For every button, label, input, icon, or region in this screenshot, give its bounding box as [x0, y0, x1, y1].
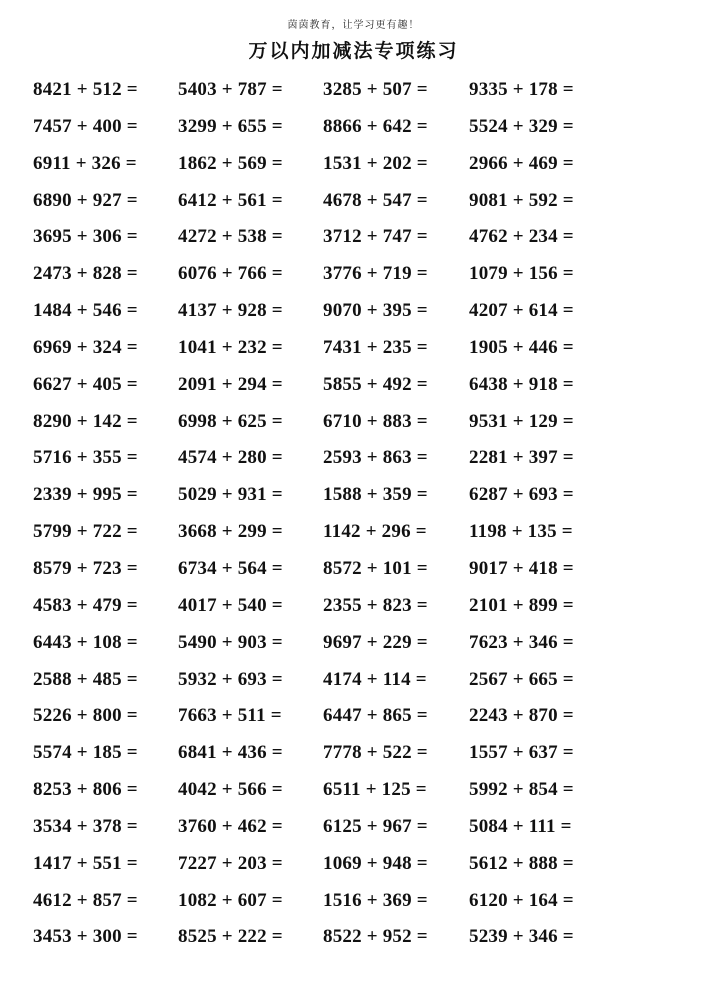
- math-problem: 7623 + 346 =: [469, 631, 574, 653]
- math-problem: 1417 + 551 =: [33, 852, 138, 874]
- math-problem: 5029 + 931 =: [178, 484, 283, 506]
- math-problem: 4612 + 857 =: [33, 889, 138, 911]
- math-problem: 5403 + 787 =: [178, 79, 283, 100]
- math-problem: 3760 + 462 =: [178, 815, 283, 837]
- math-problem: 8866 + 642 =: [323, 115, 428, 137]
- math-problem: 8525 + 222 =: [178, 926, 283, 948]
- math-problem: 1516 + 369 =: [323, 889, 428, 911]
- math-problem: 2339 + 995 =: [33, 484, 138, 506]
- math-problem: 6890 + 927 =: [33, 189, 138, 211]
- math-problem: 3668 + 299 =: [178, 521, 283, 543]
- math-problem: 2567 + 665 =: [469, 668, 574, 690]
- math-problem: 5992 + 854 =: [469, 779, 574, 801]
- math-problem: 8522 + 952 =: [323, 926, 428, 948]
- math-problem: 4017 + 540 =: [178, 594, 283, 616]
- math-problem: 2593 + 863 =: [323, 447, 428, 469]
- math-problem: 6120 + 164 =: [469, 889, 574, 911]
- math-problem: 2966 + 469 =: [469, 152, 574, 174]
- math-problem: 7227 + 203 =: [178, 852, 283, 874]
- math-problem: 1484 + 546 =: [33, 300, 138, 322]
- math-problem: 4762 + 234 =: [469, 226, 574, 248]
- math-problem: 6438 + 918 =: [469, 373, 574, 395]
- math-problem: 5084 + 111 =: [469, 815, 572, 837]
- math-problem: 6412 + 561 =: [178, 189, 283, 211]
- math-problem: 1142 + 296 =: [323, 521, 427, 543]
- math-problem: 6969 + 324 =: [33, 336, 138, 358]
- math-problem: 5574 + 185 =: [33, 742, 138, 764]
- math-problem: 7663 + 511 =: [178, 705, 282, 727]
- math-problem: 4583 + 479 =: [33, 594, 138, 616]
- math-problem: 1905 + 446 =: [469, 336, 574, 358]
- math-problem: 1531 + 202 =: [323, 152, 428, 174]
- math-problem: 3453 + 300 =: [33, 926, 138, 948]
- math-problem: 4207 + 614 =: [469, 300, 574, 322]
- math-problem: 1588 + 359 =: [323, 484, 428, 506]
- math-problem: 1198 + 135 =: [469, 521, 573, 543]
- math-problem: 1069 + 948 =: [323, 852, 428, 874]
- math-problem: 6911 + 326 =: [33, 152, 137, 174]
- math-problem: 7457 + 400 =: [33, 115, 138, 137]
- math-problem: 2101 + 899 =: [469, 594, 574, 616]
- math-problem: 2243 + 870 =: [469, 705, 574, 727]
- math-problem: 6076 + 766 =: [178, 263, 283, 285]
- math-problem: 6511 + 125 =: [323, 779, 427, 801]
- math-problem: 7778 + 522 =: [323, 742, 428, 764]
- problem-grid: [33, 72, 633, 956]
- math-problem: 8290 + 142 =: [33, 410, 138, 432]
- math-problem: 9335 + 178 =: [469, 79, 574, 100]
- math-problem: 6734 + 564 =: [178, 557, 283, 579]
- math-problem: 5612 + 888 =: [469, 852, 574, 874]
- math-problem: 4272 + 538 =: [178, 226, 283, 248]
- math-problem: 1079 + 156 =: [469, 263, 574, 285]
- math-problem: 6287 + 693 =: [469, 484, 574, 506]
- math-problem: 1082 + 607 =: [178, 889, 283, 911]
- math-problem: 8253 + 806 =: [33, 779, 138, 801]
- math-problem: 4678 + 547 =: [323, 189, 428, 211]
- math-problem: 2473 + 828 =: [33, 263, 138, 285]
- header-slogan: 茵茵教育，让学习更有趣！: [287, 20, 420, 31]
- math-problem: 1041 + 232 =: [178, 336, 283, 358]
- math-problem: 5524 + 329 =: [469, 115, 574, 137]
- math-problem: 3695 + 306 =: [33, 226, 138, 248]
- math-problem: 3534 + 378 =: [33, 815, 138, 837]
- math-problem: 5855 + 492 =: [323, 373, 428, 395]
- math-problem: 8579 + 723 =: [33, 557, 138, 579]
- page-title: 万以内加减法专项练习: [248, 40, 459, 62]
- math-problem: 1557 + 637 =: [469, 742, 574, 764]
- math-problem: 3776 + 719 =: [323, 263, 428, 285]
- math-problem: 9081 + 592 =: [469, 189, 574, 211]
- math-problem: 1862 + 569 =: [178, 152, 283, 174]
- math-problem: 6443 + 108 =: [33, 631, 138, 653]
- math-problem: 7431 + 235 =: [323, 336, 428, 358]
- math-problem: 5226 + 800 =: [33, 705, 138, 727]
- math-problem: 6710 + 883 =: [323, 410, 428, 432]
- math-problem: 5932 + 693 =: [178, 668, 283, 690]
- math-problem: 2091 + 294 =: [178, 373, 283, 395]
- math-problem: 6841 + 436 =: [178, 742, 283, 764]
- math-problem: 6447 + 865 =: [323, 705, 428, 727]
- math-problem: 8572 + 101 =: [323, 557, 428, 579]
- math-problem: 6998 + 625 =: [178, 410, 283, 432]
- math-problem: 4174 + 114 =: [323, 668, 427, 690]
- math-problem: 5239 + 346 =: [469, 926, 574, 948]
- math-problem: 4042 + 566 =: [178, 779, 283, 801]
- math-problem: 5799 + 722 =: [33, 521, 138, 543]
- math-problem: 6627 + 405 =: [33, 373, 138, 395]
- math-problem: 3712 + 747 =: [323, 226, 428, 248]
- math-problem: 6125 + 967 =: [323, 815, 428, 837]
- math-problem: 8421 + 512 =: [33, 79, 138, 100]
- math-problem: 9070 + 395 =: [323, 300, 428, 322]
- math-problem: 2588 + 485 =: [33, 668, 138, 690]
- math-problem: 9017 + 418 =: [469, 557, 574, 579]
- math-problem: 5490 + 903 =: [178, 631, 283, 653]
- math-problem: 3285 + 507 =: [323, 79, 428, 100]
- math-problem: 4574 + 280 =: [178, 447, 283, 469]
- math-problem: 5716 + 355 =: [33, 447, 138, 469]
- math-problem: 9531 + 129 =: [469, 410, 574, 432]
- math-problem: 2355 + 823 =: [323, 594, 428, 616]
- math-problem: 2281 + 397 =: [469, 447, 574, 469]
- math-problem: 9697 + 229 =: [323, 631, 428, 653]
- math-problem: 3299 + 655 =: [178, 115, 283, 137]
- math-problem: 4137 + 928 =: [178, 300, 283, 322]
